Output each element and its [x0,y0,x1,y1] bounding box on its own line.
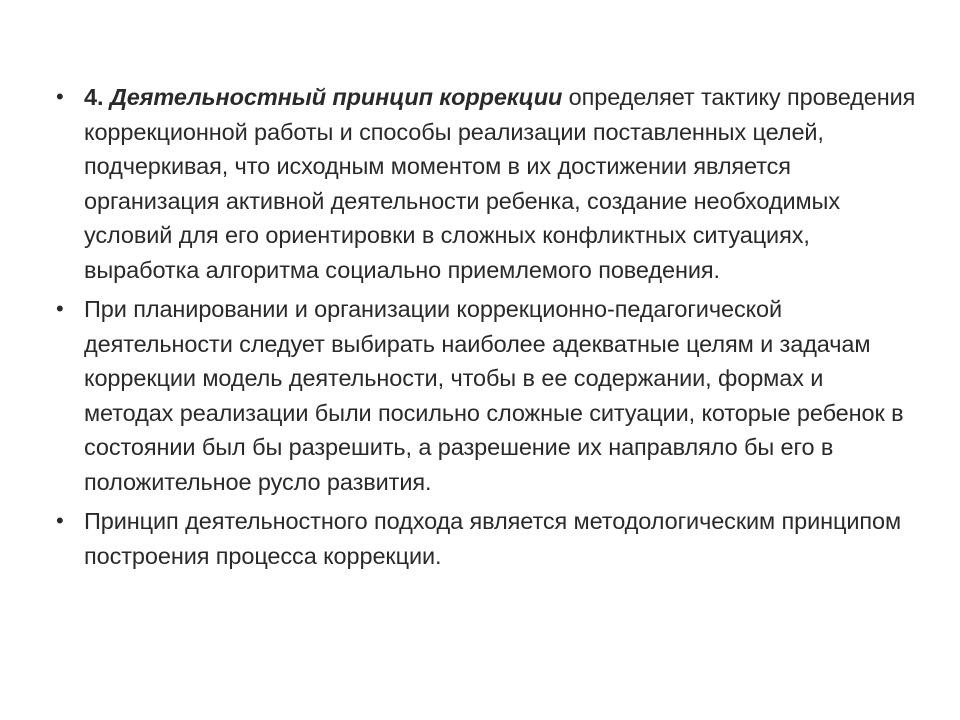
bullet-marker: • [56,508,64,533]
bullet-marker: • [56,84,64,109]
bullet-list [56,80,916,573]
slide-content [56,80,916,578]
principle-title: Деятельностный принцип коррекции [109,84,569,110]
bullet-text: определяет тактику проведения коррекционной работы и способы реализации поставленных целей, подчеркивая, что исходным моментом в их достижении является организация активной деятельности ребенка, создание необходимых условий для его ориентировки в сложных конфликтных ситуациях, выработка алгоритма социально приемлемого поведения. [84,84,916,283]
bullet-marker: • [56,296,64,321]
bullet-item-1 [56,80,916,287]
bullet-text: При планировании и организации коррекционно-педагогической деятельности следует выбирать наиболее адекватные целям и задачам коррекции модель деятельности, чтобы в ее содержании, формах и методах реализации были посильно сложные ситуации, которые ребенок в состоянии был бы разрешить, а разрешение их направляло бы его в положительное русло развития. [84,296,904,495]
bullet-item-3 [56,504,916,573]
principle-number: 4. [84,84,110,110]
bullet-item-2 [56,292,916,499]
bullet-text: Принцип деятельностного подхода является методологическим принципом построения процесса коррекции. [84,508,902,569]
